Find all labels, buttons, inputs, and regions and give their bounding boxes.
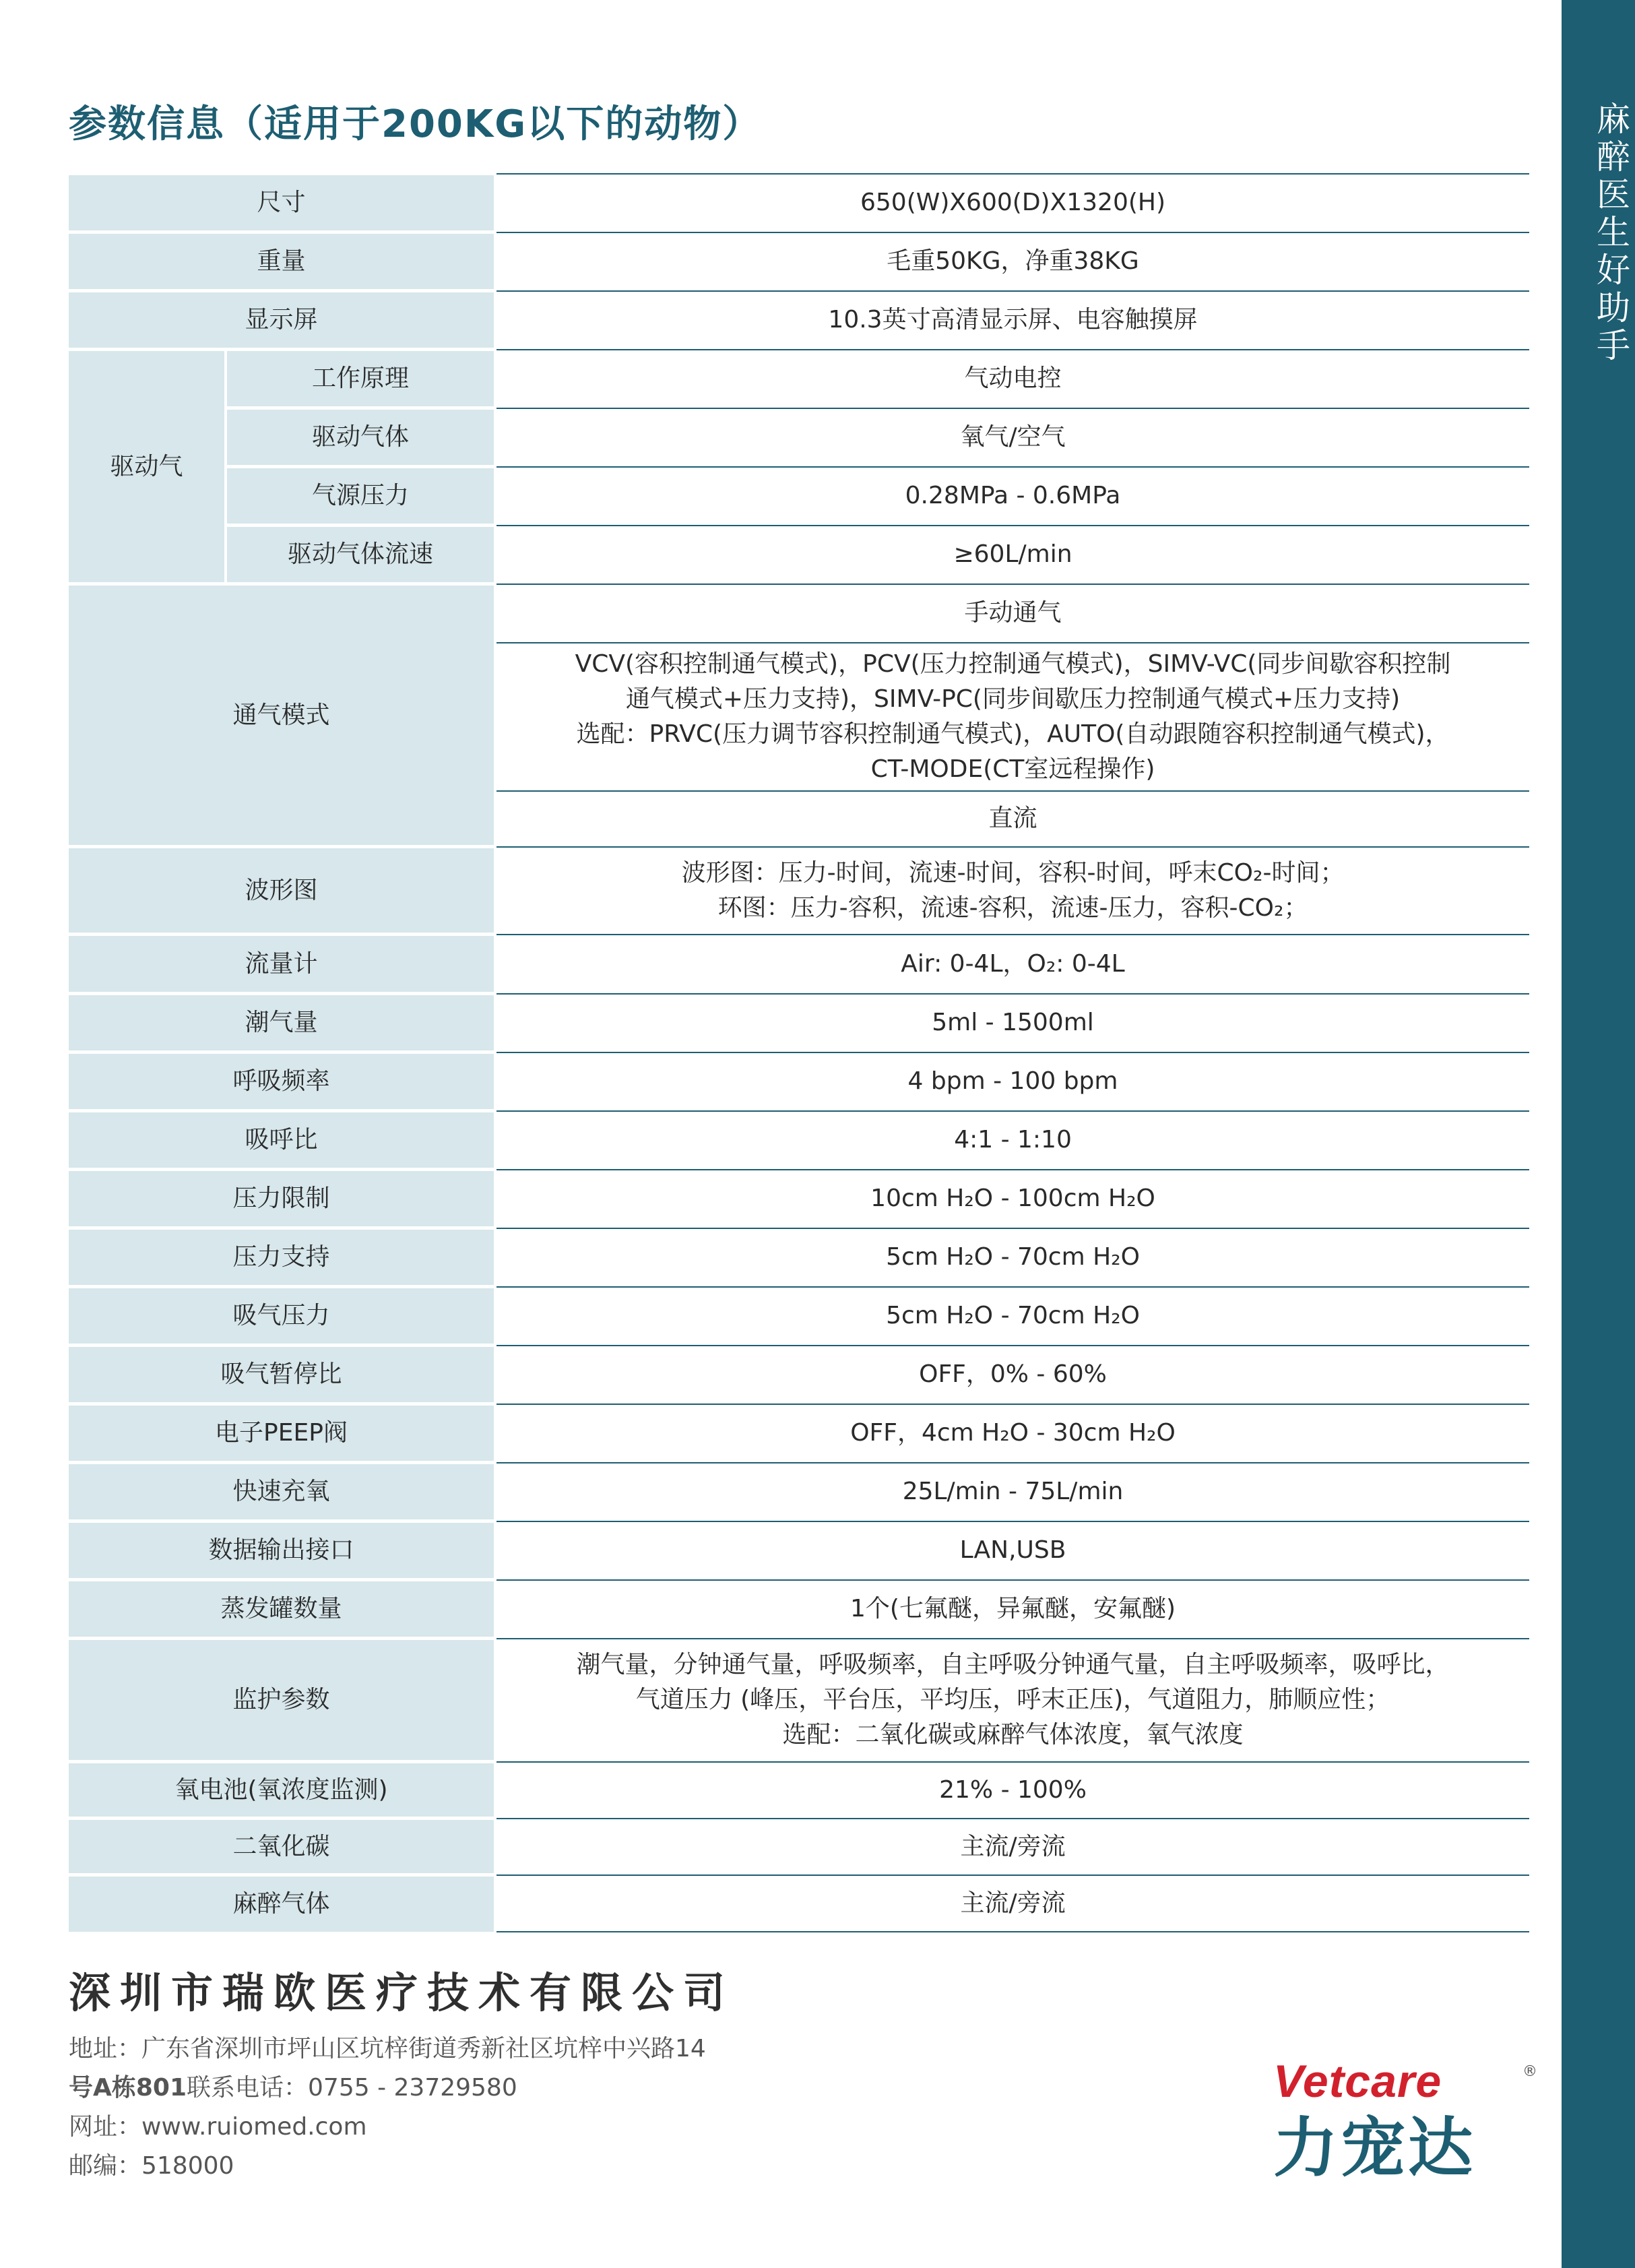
table-row — [69, 847, 1529, 935]
address-building: 号A栋801 — [69, 2074, 187, 2102]
vetcare-logo — [1273, 2055, 1543, 2186]
row-label: 波形图 — [69, 847, 495, 935]
spec-table — [69, 172, 1529, 1932]
row-value: ≥60L/min — [495, 526, 1529, 584]
row-value — [495, 643, 1529, 791]
row-value: 1个(七氟醚，异氟醚，安氟醚) — [495, 1580, 1529, 1639]
value-line: VCV(容积控制通气模式)，PCV(压力控制通气模式)，SIMV-VC(同步间歇容积控制 — [575, 650, 1451, 678]
row-value: 5cm H₂O - 70cm H₂O — [495, 1287, 1529, 1346]
row-value: 5ml - 1500ml — [495, 994, 1529, 1052]
company-name: 深圳市瑞欧医疗技术有限公司 — [69, 1968, 735, 2017]
row-value: 21% - 100% — [495, 1762, 1529, 1819]
row-label: 潮气量 — [69, 994, 495, 1052]
row-label: 显示屏 — [69, 291, 495, 350]
row-value: 氧气/空气 — [495, 408, 1529, 467]
table-row — [69, 1287, 1529, 1346]
table-row — [69, 1228, 1529, 1287]
phone-text: 联系电话：0755 - 23729580 — [187, 2074, 517, 2102]
table-row — [69, 526, 1529, 584]
table-row — [69, 584, 1529, 643]
row-value: 10.3英寸高清显示屏、电容触摸屏 — [495, 291, 1529, 350]
row-label: 工作原理 — [226, 350, 495, 408]
table-row — [69, 174, 1529, 232]
row-label: 吸呼比 — [69, 1111, 495, 1170]
row-label: 压力支持 — [69, 1228, 495, 1287]
row-label: 呼吸频率 — [69, 1052, 495, 1111]
row-label: 流量计 — [69, 935, 495, 994]
row-label: 麻醉气体 — [69, 1875, 495, 1932]
page-title: 参数信息（适用于200KG以下的动物） — [69, 102, 762, 146]
value-line: 环图：压力-容积，流速-容积，流速-压力，容积-CO₂； — [717, 893, 1308, 922]
table-row — [69, 291, 1529, 350]
row-label: 气源压力 — [226, 467, 495, 526]
table-row — [69, 1052, 1529, 1111]
table-row — [69, 1346, 1529, 1404]
table-row — [69, 1875, 1529, 1932]
row-label: 尺寸 — [69, 174, 495, 232]
table-row — [69, 1762, 1529, 1819]
table-row — [69, 1639, 1529, 1762]
row-label: 电子PEEP阀 — [69, 1404, 495, 1463]
row-label: 驱动气体流速 — [226, 526, 495, 584]
row-value: 10cm H₂O - 100cm H₂O — [495, 1170, 1529, 1228]
company-address: 地址：广东省深圳市坪山区坑梓街道秀新社区坑梓中兴路14 — [69, 2035, 706, 2062]
logo-chinese: 力宠达 — [1273, 2110, 1475, 2186]
row-value: LAN,USB — [495, 1521, 1529, 1580]
company-contact — [69, 2069, 517, 2103]
table-row — [69, 994, 1529, 1052]
group-label: 驱动气 — [69, 350, 226, 584]
row-label: 吸气暂停比 — [69, 1346, 495, 1404]
row-value — [495, 1639, 1529, 1762]
row-value: 毛重50KG，净重38KG — [495, 232, 1529, 291]
table-row — [69, 1521, 1529, 1580]
value-line: CT-MODE(CT室远程操作) — [870, 755, 1155, 783]
table-row — [69, 1819, 1529, 1875]
table-row — [69, 1111, 1529, 1170]
row-value: 主流/旁流 — [495, 1819, 1529, 1875]
row-label: 吸气压力 — [69, 1287, 495, 1346]
value-line: 波形图：压力-时间，流速-时间，容积-时间，呼末CO₂-时间； — [681, 858, 1345, 887]
row-value: 直流 — [495, 791, 1529, 847]
value-line: 潮气量，分钟通气量，呼吸频率，自主呼吸分钟通气量，自主呼吸频率，吸呼比， — [576, 1651, 1450, 1678]
table-row — [69, 350, 1529, 408]
row-value: 主流/旁流 — [495, 1875, 1529, 1932]
row-value: OFF，4cm H₂O - 30cm H₂O — [495, 1404, 1529, 1463]
row-value: OFF，0% - 60% — [495, 1346, 1529, 1404]
table-row — [69, 408, 1529, 467]
row-label: 重量 — [69, 232, 495, 291]
row-label: 压力限制 — [69, 1170, 495, 1228]
row-value: 4:1 - 1:10 — [495, 1111, 1529, 1170]
row-value: Air: 0-4L，O₂: 0-4L — [495, 935, 1529, 994]
company-website[interactable]: 网址：www.ruiomed.com — [69, 2113, 367, 2141]
row-label: 二氧化碳 — [69, 1819, 495, 1875]
table-row — [69, 1580, 1529, 1639]
company-postcode: 邮编：518000 — [69, 2152, 234, 2180]
value-line: 气道压力 (峰压，平台压，平均压，呼末正压)，气道阻力，肺顺应性； — [635, 1686, 1390, 1713]
table-row — [69, 1170, 1529, 1228]
row-value: 0.28MPa - 0.6MPa — [495, 467, 1529, 526]
row-label: 通气模式 — [69, 584, 495, 847]
row-value: 25L/min - 75L/min — [495, 1463, 1529, 1521]
row-label: 快速充氧 — [69, 1463, 495, 1521]
logo-english: Vetcare — [1273, 2056, 1442, 2107]
table-row — [69, 467, 1529, 526]
value-line: 选配：PRVC(压力调节容积控制通气模式)，AUTO(自动跟随容积控制通气模式)， — [576, 720, 1450, 748]
registered-mark: ® — [1522, 2063, 1537, 2080]
side-slogan: 麻醉医生好助手 — [1591, 101, 1630, 365]
table-row — [69, 935, 1529, 994]
table-row — [69, 1404, 1529, 1463]
row-value: 5cm H₂O - 70cm H₂O — [495, 1228, 1529, 1287]
value-line: 通气模式+压力支持)，SIMV-PC(同步间歇压力控制通气模式+压力支持) — [625, 685, 1401, 713]
table-row — [69, 232, 1529, 291]
side-banner — [1562, 0, 1635, 2268]
row-value: 650(W)X600(D)X1320(H) — [495, 174, 1529, 232]
value-line: 选配：二氧化碳或麻醉气体浓度，氧气浓度 — [782, 1721, 1244, 1749]
row-label: 监护参数 — [69, 1639, 495, 1762]
row-value: 4 bpm - 100 bpm — [495, 1052, 1529, 1111]
table-row — [69, 1463, 1529, 1521]
row-label: 氧电池(氧浓度监测) — [69, 1762, 495, 1819]
row-value — [495, 847, 1529, 935]
row-label: 驱动气体 — [226, 408, 495, 467]
row-value: 气动电控 — [495, 350, 1529, 408]
row-value: 手动通气 — [495, 584, 1529, 643]
row-label: 蒸发罐数量 — [69, 1580, 495, 1639]
row-label: 数据输出接口 — [69, 1521, 495, 1580]
